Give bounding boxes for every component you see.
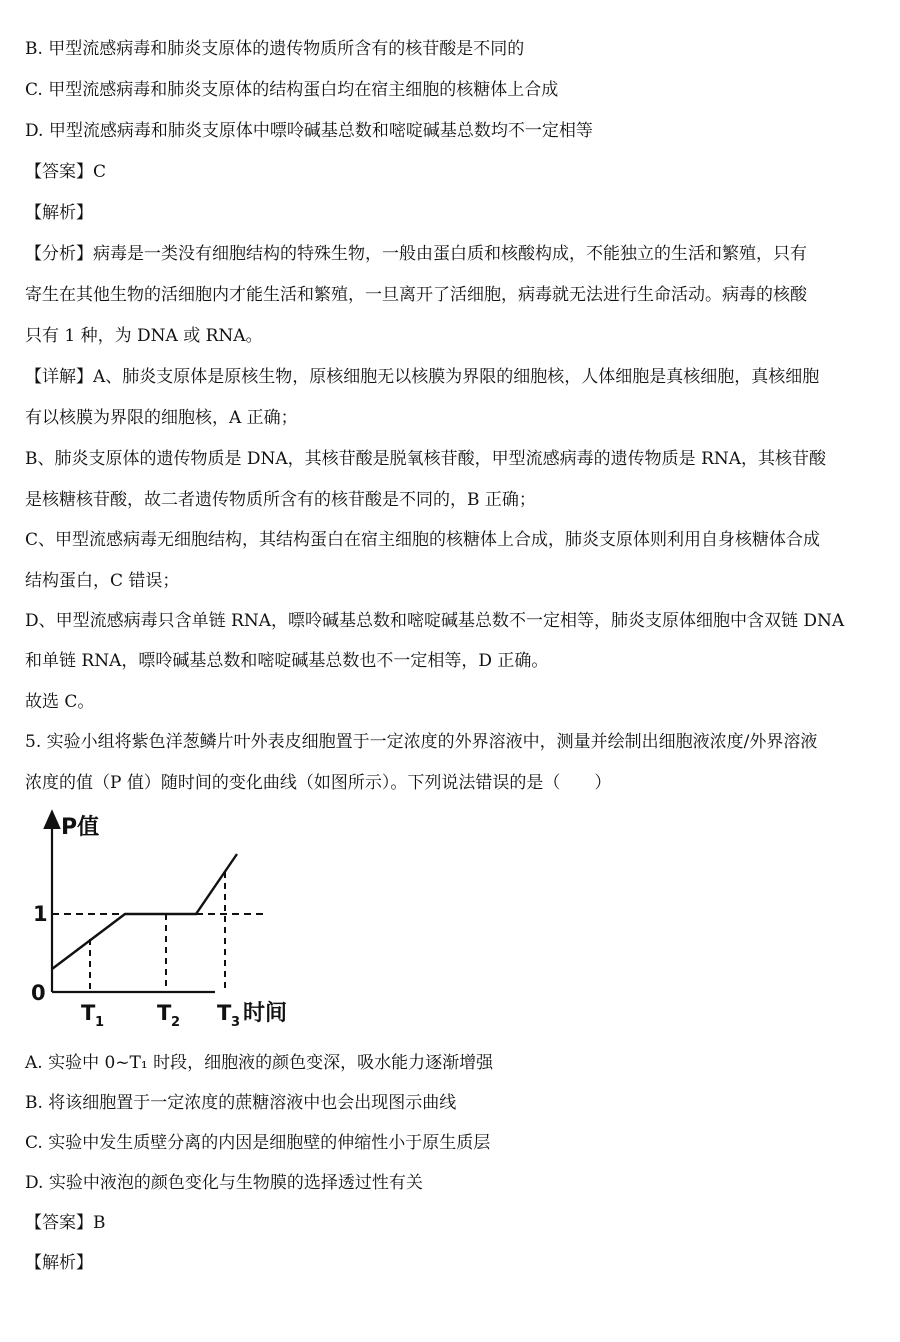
text-line-opt5C: C. 实验中发生质壁分离的内因是细胞壁的伸缩性小于原生质层: [25, 1133, 491, 1153]
text-line-xiangjieC2: 结构蛋白，C 错误；: [25, 571, 180, 591]
text-line-ans4: 【答案】C: [25, 162, 107, 182]
x-axis-label: 时间: [243, 1001, 288, 1026]
p-value-figure: [25, 808, 315, 1033]
svg-text:1: 1: [95, 1015, 105, 1030]
text-line-q5a: 5. 实验小组将紫色洋葱鳞片叶外表皮细胞置于一定浓度的外界溶液中，测量并绘制出细胞液浓度/外界溶液: [25, 732, 818, 752]
t2-label: [157, 1001, 180, 1030]
text-line-optC4: C. 甲型流感病毒和肺炎支原体的结构蛋白均在宿主细胞的核糖体上合成: [25, 80, 559, 100]
text-line-opt5B: B. 将该细胞置于一定浓度的蔗糖溶液中也会出现图示曲线: [25, 1093, 457, 1113]
text-line-xiangjieB1: B、肺炎支原体的遗传物质是 DNA，其核苷酸是脱氧核苷酸，甲型流感病毒的遗传物质是 RNA，其核苷酸: [25, 449, 827, 469]
origin-label: 0: [31, 981, 46, 1005]
svg-text:T: T: [81, 1001, 96, 1025]
text-line-optB4: B. 甲型流感病毒和肺炎支原体的遗传物质所含有的核苷酸是不同的: [25, 39, 525, 59]
t3-label: [217, 1001, 240, 1030]
svg-text:T: T: [217, 1001, 232, 1025]
p-value-curve: [52, 854, 237, 969]
text-line-xiangjieD2: 和单链 RNA，嘌呤碱基总数和嘧啶碱基总数也不一定相等，D 正确。: [25, 651, 549, 671]
text-line-opt5D: D. 实验中液泡的颜色变化与生物膜的选择透过性有关: [25, 1173, 423, 1193]
text-line-jiexi5: 【解析】: [25, 1253, 93, 1273]
text-line-opt5A: A. 实验中 0~T₁ 时段，细胞液的颜色变深，吸水能力逐渐增强: [25, 1053, 494, 1073]
text-line-fenxi1: 【分析】病毒是一类没有细胞结构的特殊生物，一般由蛋白质和核酸构成，不能独立的生活和繁殖，只有: [25, 244, 807, 264]
text-line-optD4: D. 甲型流感病毒和肺炎支原体中嘌呤碱基总数和嘧啶碱基总数均不一定相等: [25, 121, 593, 141]
svg-text:T: T: [157, 1001, 172, 1025]
text-line-xiangjieB2: 是核糖核苷酸，故二者遗传物质所含有的核苷酸是不同的，B 正确；: [25, 490, 536, 510]
text-line-fenxi3: 只有 1 种，为 DNA 或 RNA。: [25, 326, 263, 346]
text-line-xiangjieC1: C、甲型流感病毒无细胞结构，其结构蛋白在宿主细胞的核糖体上合成，肺炎支原体则利用自身核糖体合成: [25, 530, 821, 550]
text-line-fenxi2: 寄生在其他生物的活细胞内才能生活和繁殖，一旦离开了活细胞，病毒就无法进行生命活动。病毒的核酸: [25, 285, 807, 305]
text-line-xiangjieD1: D、甲型流感病毒只含单链 RNA，嘌呤碱基总数和嘧啶碱基总数不一定相等，肺炎支原体细胞中含双链 DNA: [25, 611, 845, 631]
text-line-q5b: 浓度的值（P 值）随时间的变化曲线（如图所示）。下列说法错误的是（ ）: [25, 773, 612, 793]
svg-text:2: 2: [171, 1015, 181, 1030]
text-line-guxuan: 故选 C。: [25, 692, 95, 712]
text-line-jiexi4: 【解析】: [25, 203, 93, 223]
text-line-ans5: 【答案】B: [25, 1213, 106, 1233]
y-axis-label: P值: [61, 815, 100, 840]
text-line-xiangjie2: 有以核膜为界限的细胞核，A 正确；: [25, 408, 298, 428]
t1-label: [81, 1001, 104, 1030]
y-tick-1: 1: [33, 902, 48, 926]
svg-text:3: 3: [231, 1015, 241, 1030]
text-line-xiangjie1: 【详解】A、肺炎支原体是原核生物，原核细胞无以核膜为界限的细胞核，人体细胞是真核细胞，真核细胞: [25, 367, 820, 387]
